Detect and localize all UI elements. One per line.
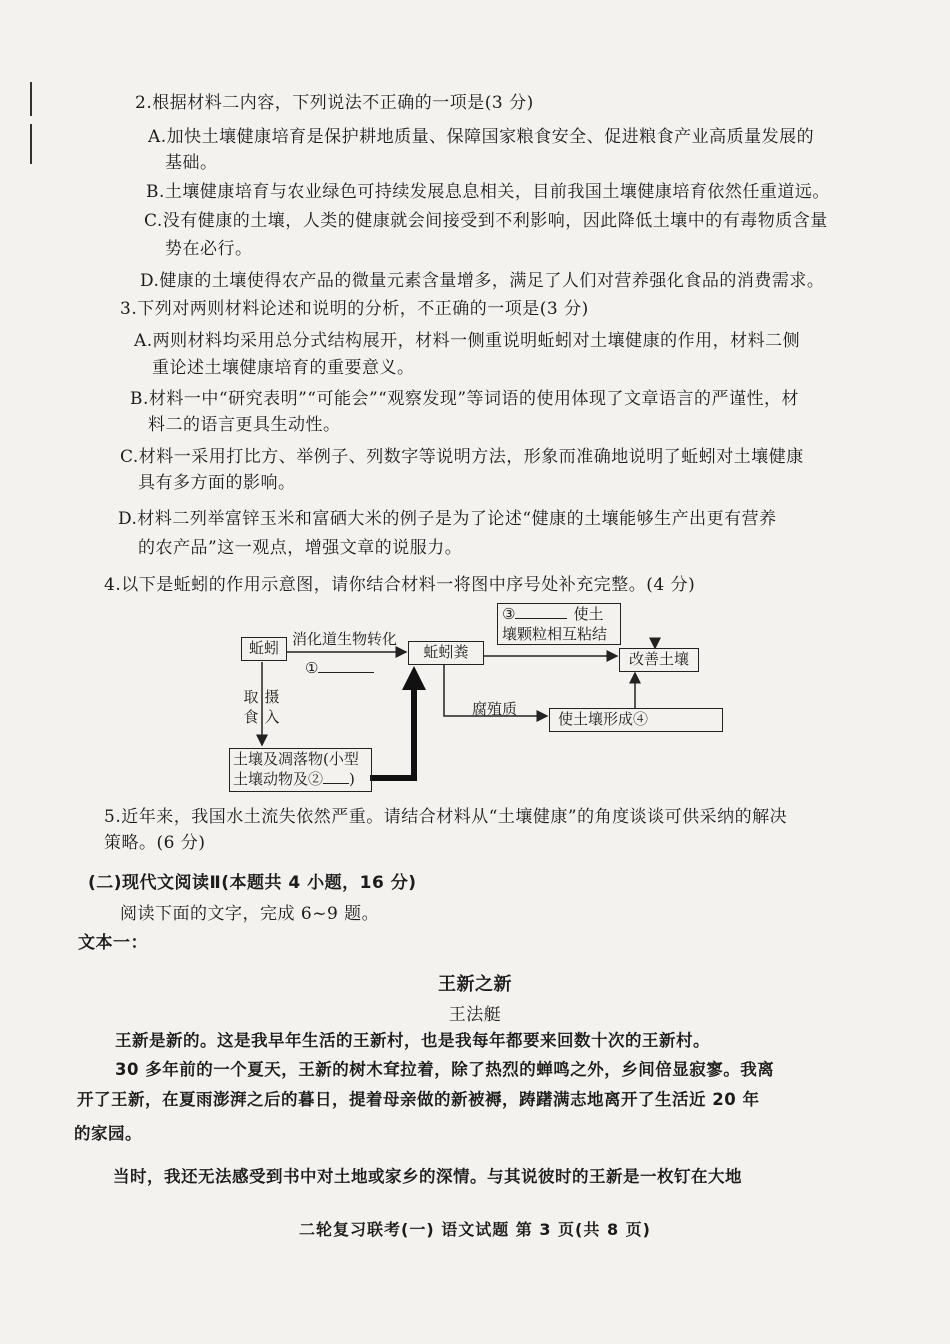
essay-paragraph-3: 当时，我还无法感受到书中对土地或家乡的深情。与其说彼时的王新是一枚钉在大地: [113, 1167, 742, 1186]
essay-paragraph-1: 王新是新的。这是我早年生活的王新村，也是我每年都要来回数十次的王新村。: [115, 1031, 710, 1050]
q3-option-b-cont: 料二的语言更具生动性。: [148, 415, 341, 435]
q2-option-a: A.加快土壤健康培育是保护耕地质量、保障国家粮食安全、促进粮食产业高质量发展的: [148, 127, 815, 147]
essay-paragraph-2-end: 的家园。: [74, 1124, 142, 1143]
litter-text-b-line: 土壤动物及② ): [233, 770, 355, 788]
q5-stem-cont: 策略。(6 分): [104, 833, 206, 853]
q3-option-a: A.两则材料均采用总分式结构展开，材料一侧重说明蚯蚓对土壤健康的作用，材料二侧: [134, 331, 801, 351]
q3-option-a-cont: 重论述土壤健康培育的重要意义。: [152, 358, 415, 378]
q2-option-d: D.健康的土壤使得农产品的微量元素含量增多，满足了人们对营养强化食品的消费需求。: [140, 271, 825, 291]
ingest-label: 摄入: [264, 688, 280, 726]
section-instruction: 阅读下面的文字，完成 6~9 题。: [120, 904, 380, 924]
binding-box-text-b: 壤颗粒相互粘结: [502, 625, 608, 643]
blank-3-number: ③: [502, 605, 516, 623]
cast-label: 蚯蚓粪: [423, 643, 469, 661]
q4-stem: 4.以下是蚯蚓的作用示意图，请你结合材料一将图中序号处补充完整。(4 分): [104, 575, 696, 595]
blank-1-number: ①: [305, 659, 319, 677]
q3-stem: 3.下列对两则材料论述和说明的分析，不正确的一项是(3 分): [120, 299, 589, 319]
binding-box: [497, 603, 621, 645]
q3-option-d-cont: 的农产品”这一观点，增强文章的说服力。: [138, 538, 463, 558]
q3-option-d: D.材料二列举富锌玉米和富硒大米的例子是为了论述“健康的土壤能够生产出更有营养: [118, 509, 777, 529]
take-label: 取食: [243, 688, 259, 726]
q3-option-c: C.材料一采用打比方、举例子、列数字等说明方法，形象而准确地说明了蚯蚓对土壤健康: [120, 447, 804, 467]
essay-paragraph-2: 30 多年前的一个夏天，王新的树木耷拉着，除了热烈的蝉鸣之外，乡间倍显寂寥。我离: [115, 1060, 775, 1079]
cast-box: [408, 641, 484, 665]
litter-box: [229, 748, 372, 792]
form-box: [549, 708, 723, 732]
digest-label: 消化道生物转化: [292, 630, 398, 648]
q2-option-b: B.土壤健康培育与农业绿色可持续发展息息相关，目前我国土壤健康培育依然任重道远。: [146, 182, 830, 202]
blank-1: [305, 658, 374, 677]
page-footer: 二轮复习联考(一) 语文试题 第 3 页(共 8 页): [299, 1220, 651, 1239]
blank-1-line: [318, 658, 374, 673]
litter-text-b: 土壤动物及②: [233, 770, 324, 788]
q3-option-b: B.材料一中“研究表明”“可能会”“观察发现”等词语的使用体现了文章语言的严谨性，材: [130, 389, 800, 409]
q3-option-c-cont: 具有多方面的影响。: [138, 473, 296, 493]
earthworm-label: 蚯蚓: [248, 639, 279, 657]
binding-blank-line: [502, 604, 620, 624]
essay-title: 王新之新: [438, 974, 512, 995]
binding-box-text-a: 使土: [573, 605, 604, 623]
q2-option-c: C.没有健康的土壤，人类的健康就会间接受到不利影响，因此降低土壤中的有毒物质含量: [144, 211, 828, 231]
section-heading: (二)现代文阅读Ⅱ(本题共 4 小题，16 分): [88, 873, 417, 893]
earthworm-box: [241, 637, 287, 661]
litter-text-a: 土壤及凋落物(小型: [233, 750, 359, 768]
blank-3-line: [515, 604, 567, 619]
improve-box: [619, 648, 699, 672]
q2-option-c-cont: 势在必行。: [165, 239, 253, 259]
q5-stem: 5.近年来，我国水土流失依然严重。请结合材料从“土壤健康”的角度谈谈可供采纳的解决: [104, 807, 788, 827]
q2-option-a-cont: 基础。: [165, 153, 218, 173]
q2-stem: 2.根据材料二内容，下列说法不正确的一项是(3 分): [135, 93, 534, 113]
essay-author: 王法艇: [448, 1005, 502, 1025]
essay-paragraph-2-cont: 开了王新，在夏雨澎湃之后的暮日，提着母亲做的新被褥，踌躇满志地离开了生活近 20 年: [77, 1090, 760, 1109]
humus-label: 腐殖质: [472, 700, 518, 718]
text-one-label: 文本一：: [78, 933, 148, 953]
blank-2-line: [323, 769, 349, 784]
form-label: 使土壤形成④: [558, 710, 649, 728]
improve-label: 改善土壤: [628, 650, 689, 668]
